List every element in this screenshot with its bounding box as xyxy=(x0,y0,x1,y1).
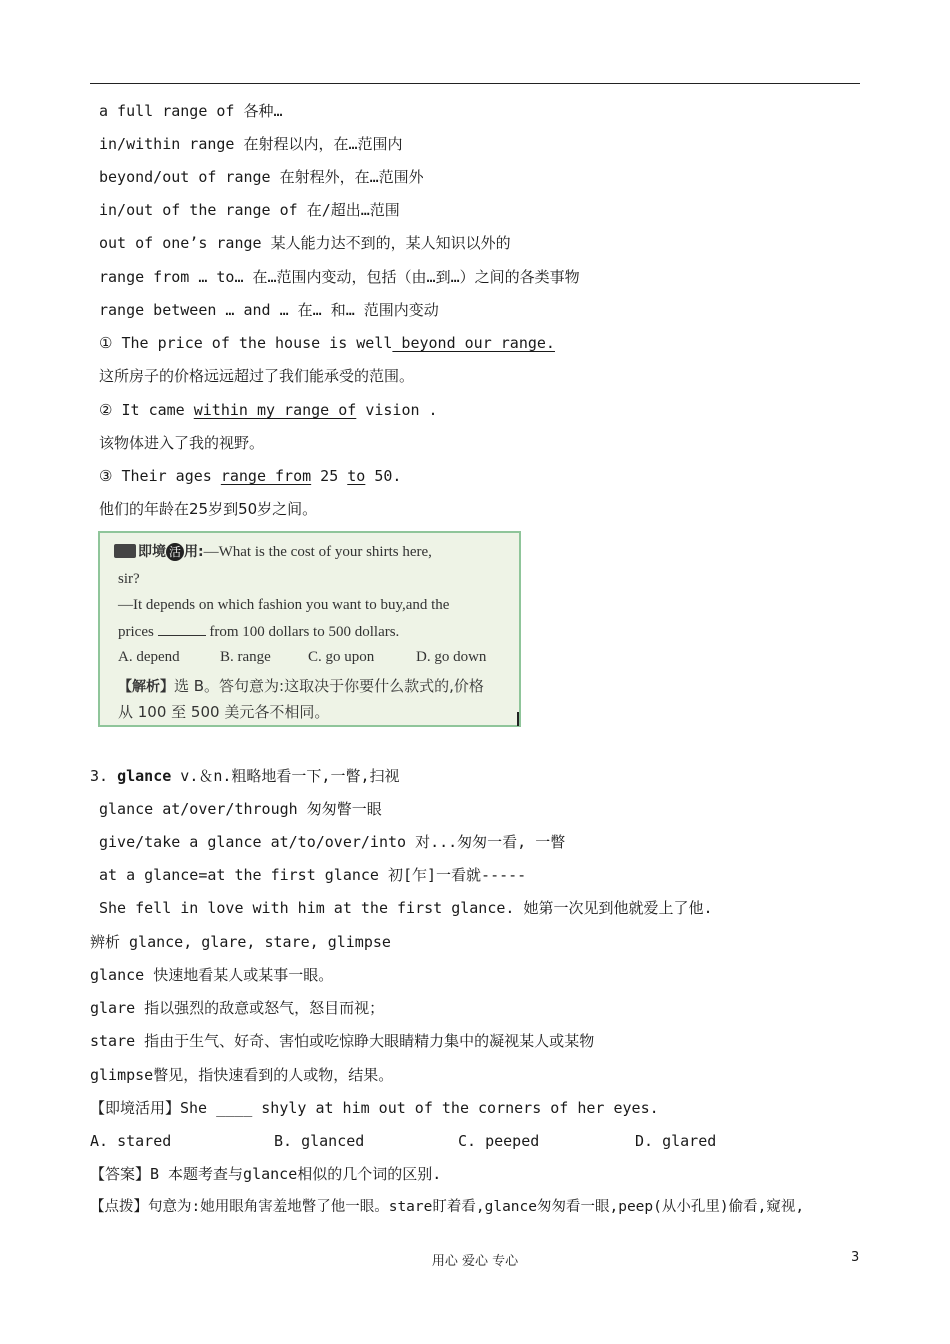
glance-number: 3. xyxy=(90,767,118,785)
example-3-suffix: 50. xyxy=(365,467,402,485)
compare-item: stare 指由于生气、好奇、害怕或吃惊睁大眼睛精力集中的凝视某人或某物 xyxy=(90,1032,595,1050)
practice-answer-suffix: from 100 dollars to 500 dollars. xyxy=(209,624,400,640)
practice-analysis-line-1 xyxy=(118,675,484,696)
phrase-line: out of one’s range 某人能力达不到的，某人知识以外的 xyxy=(99,234,511,252)
example-1 xyxy=(99,333,555,353)
practice-question-line-1 xyxy=(114,541,432,561)
practice-analysis-line-2: 从 100 至 500 美元各不相同。 xyxy=(118,703,330,721)
page-number: 3 xyxy=(851,1250,860,1265)
example-2-prefix: ② It came xyxy=(99,401,194,419)
practice-question: 【即境活用】She ____ shyly at him out of the corners of her eyes. xyxy=(90,1099,659,1117)
example-3-underlined-1: range from xyxy=(220,467,312,485)
practice-question-text: —What is the cost of your shirts here, xyxy=(203,544,432,560)
example-1-underlined: beyond our range. xyxy=(392,334,555,352)
practice-option-a: A. depend xyxy=(118,649,180,665)
example-3-mid: 25 xyxy=(311,467,348,485)
glance-definition: v.＆n.粗略地看一下,一瞥,扫视 xyxy=(171,767,400,785)
glance-heading xyxy=(90,766,400,786)
option-d: D. glared xyxy=(635,1132,717,1150)
example-3-underlined-2: to xyxy=(347,467,366,485)
phrase-line: in/within range 在射程以内，在…范围内 xyxy=(99,135,403,153)
practice-answer-line-1: —It depends on which fashion you want to buy,and the xyxy=(118,597,450,613)
glance-phrase: at a glance=at the first glance 初[乍]一看就----- xyxy=(99,866,527,884)
practice-answer-prefix: prices xyxy=(118,624,154,640)
compare-title: 辨析 glance, glare, stare, glimpse xyxy=(90,933,391,951)
practice-answer-line-2 xyxy=(118,623,399,641)
example-2-underlined: within my range of xyxy=(193,401,357,419)
practice-tag-circle: 活 xyxy=(166,543,184,561)
glance-word: glance xyxy=(117,767,172,785)
practice-box xyxy=(98,531,521,727)
option-c: C. peeped xyxy=(458,1132,540,1150)
example-1-prefix: ① The price of the house is well xyxy=(99,334,393,352)
analysis-text-1: 选 B。答句意为:这取决于你要什么款式的,价格 xyxy=(174,677,484,695)
phrase-line: a full range of 各种… xyxy=(99,102,283,120)
practice-option-b: B. range xyxy=(220,649,271,665)
example-2-suffix: vision . xyxy=(356,401,438,419)
phrase-line: beyond/out of range 在射程外，在…范围外 xyxy=(99,168,424,186)
book-icon xyxy=(114,544,136,558)
practice-tag-a: 即境 xyxy=(138,544,166,560)
practice-option-d: D. go down xyxy=(416,649,487,665)
practice-question-line-2: sir? xyxy=(118,571,140,587)
example-3-prefix: ③ Their ages xyxy=(99,467,221,485)
answer-line: 【答案】B 本题考查与glance相似的几个词的区别. xyxy=(90,1165,442,1183)
option-b: B. glanced xyxy=(274,1132,365,1150)
glance-phrase: give/take a glance at/to/over/into 对...匆匆一看, 一瞥 xyxy=(99,833,566,851)
compare-item: glare 指以强烈的敌意或怒气，怒目而视； xyxy=(90,999,385,1017)
option-a: A. stared xyxy=(90,1132,172,1150)
phrase-line: in/out of the range of 在/超出…范围 xyxy=(99,201,400,219)
header-rule xyxy=(90,83,860,84)
scan-mark xyxy=(517,712,519,726)
example-3-translation: 他们的年龄在25岁到50岁之间。 xyxy=(99,500,318,518)
analysis-tag: 【解析】 xyxy=(118,679,174,695)
practice-tag-b: 用: xyxy=(184,544,204,560)
phrase-line: range between … and … 在… 和… 范围内变动 xyxy=(99,301,439,319)
example-2 xyxy=(99,400,438,420)
example-2-translation: 该物体进入了我的视野。 xyxy=(99,434,265,452)
practice-option-c: C. go upon xyxy=(308,649,375,665)
glance-phrase: She fell in love with him at the first glance. 她第一次见到他就爱上了他. xyxy=(99,899,713,917)
phrase-line: range from … to… 在…范围内变动，包括（由…到…）之间的各类事物 xyxy=(99,268,580,286)
page-footer: 用心 爱心 专心 xyxy=(431,1254,519,1269)
compare-item: glance 快速地看某人或某事一眼。 xyxy=(90,966,334,984)
tip-line: 【点拨】句意为:她用眼角害羞地瞥了他一眼。stare盯着看,glance匆匆看一眼,peep(从小孔里)偷看,窥视, xyxy=(90,1199,805,1215)
answer-blank xyxy=(158,623,206,636)
example-1-translation: 这所房子的价格远远超过了我们能承受的范围。 xyxy=(99,367,415,385)
glance-phrase: glance at/over/through 匆匆瞥一眼 xyxy=(99,800,382,818)
example-3 xyxy=(99,466,401,486)
compare-item: glimpse瞥见，指快速看到的人或物，结果。 xyxy=(90,1066,394,1084)
